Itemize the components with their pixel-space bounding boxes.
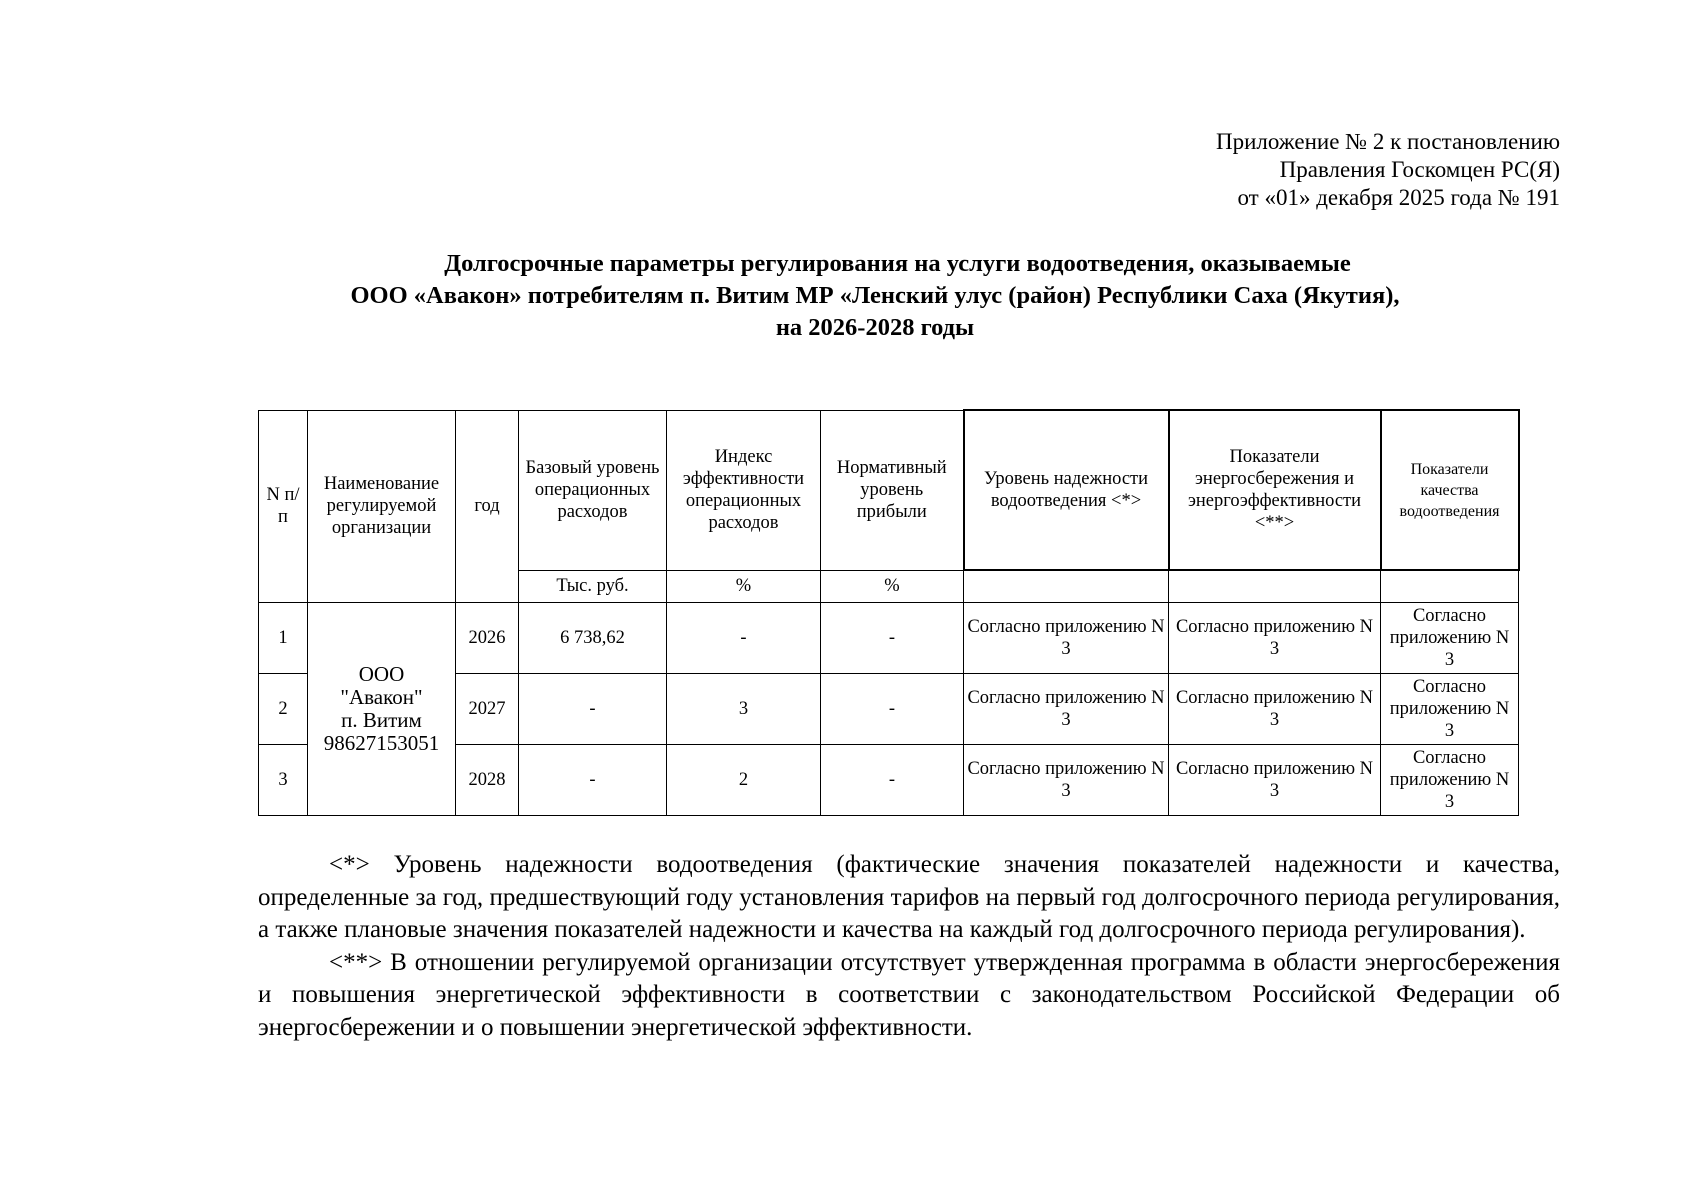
row-reliability: Согласно приложению N 3 [964, 673, 1169, 744]
row-energy: Согласно приложению N 3 [1169, 673, 1381, 744]
row-num: 3 [259, 744, 308, 815]
appendix-reference [1216, 128, 1560, 212]
footnote-energy: <**> В отношении регулируемой организации отсутствует утвержденная программа в области энергосбережения и повышения энергетической эффективности в соответствии с законодательством Российской Федерации об энергосбережении и о повышении энергетической эффективности. [258, 948, 1560, 1041]
row-reliability: Согласно приложению N 3 [964, 602, 1169, 673]
appendix-line-1: Приложение № 2 к постановлению [1215, 129, 1560, 154]
row-reliability: Согласно приложению N 3 [964, 744, 1169, 815]
row-base-costs: 6 738,62 [519, 602, 667, 673]
header-row [259, 410, 1519, 570]
title-line-3: на 2026-2028 годы [775, 314, 975, 341]
row-profit: - [821, 602, 964, 673]
row-year: 2027 [456, 673, 519, 744]
title-line-1: Долгосрочные параметры регулирования на услуги водоотведения, оказываемые [444, 250, 1351, 277]
row-efficiency-index: 2 [667, 744, 821, 815]
header-num: N п/п [259, 410, 308, 602]
unit-quality-empty [1381, 570, 1519, 602]
org-line-2: "Авакон" [340, 684, 423, 709]
org-line-4: 98627153051 [323, 730, 440, 755]
unit-energy-empty [1169, 570, 1381, 602]
row-profit: - [821, 744, 964, 815]
footnote-reliability: <*> Уровень надежности водоотведения (фактические значения показателей надежности и качества, определенные за год, предшествующий году установления тарифов на первый год долгосрочного периода регулирования, а также плановые значения показателей надежности и качества на каждый год долгосрочного периода регулирования). [258, 851, 1560, 943]
document-title [250, 248, 1500, 344]
unit-base-costs: Тыс. руб. [519, 570, 667, 602]
header-reliability: Уровень надежности водоотведения <*> [964, 410, 1169, 570]
row-quality: Согласно приложению N 3 [1381, 602, 1519, 673]
org-line-1: ООО [358, 661, 405, 686]
header-quality: Показатели качества водоотведения [1381, 410, 1519, 570]
parameters-table [258, 409, 1520, 816]
row-year: 2028 [456, 744, 519, 815]
row-profit: - [821, 673, 964, 744]
header-energy: Показатели энергосбережения и энергоэффективности <**> [1169, 410, 1381, 570]
row-quality: Согласно приложению N 3 [1381, 673, 1519, 744]
row-base-costs: - [519, 744, 667, 815]
unit-profit: % [821, 570, 964, 602]
header-efficiency-index: Индекс эффективности операционных расходов [667, 410, 821, 570]
header-profit: Нормативный уровень прибыли [821, 410, 964, 570]
unit-efficiency-index: % [667, 570, 821, 602]
row-base-costs: - [519, 673, 667, 744]
title-line-2: ООО «Авакон» потребителям п. Витим МР «Ленский улус (район) Республики Саха (Якутия), [350, 282, 1400, 309]
appendix-line-2: Правления Госкомцен РС(Я) [1279, 157, 1560, 182]
row-num: 2 [259, 673, 308, 744]
organization-cell [308, 602, 456, 815]
row-quality: Согласно приложению N 3 [1381, 744, 1519, 815]
row-efficiency-index: 3 [667, 673, 821, 744]
header-base-costs: Базовый уровень операционных расходов [519, 410, 667, 570]
org-line-3: п. Витим [341, 707, 422, 732]
footnotes [258, 849, 1560, 1044]
row-energy: Согласно приложению N 3 [1169, 602, 1381, 673]
header-year: год [456, 410, 519, 602]
appendix-line-3: от «01» декабря 2025 года № 191 [1237, 185, 1560, 210]
row-year: 2026 [456, 602, 519, 673]
unit-reliability-empty [964, 570, 1169, 602]
row-num: 1 [259, 602, 308, 673]
row-energy: Согласно приложению N 3 [1169, 744, 1381, 815]
header-org: Наименование регулируемой организации [308, 410, 456, 602]
table-row [259, 602, 1519, 673]
row-efficiency-index: - [667, 602, 821, 673]
